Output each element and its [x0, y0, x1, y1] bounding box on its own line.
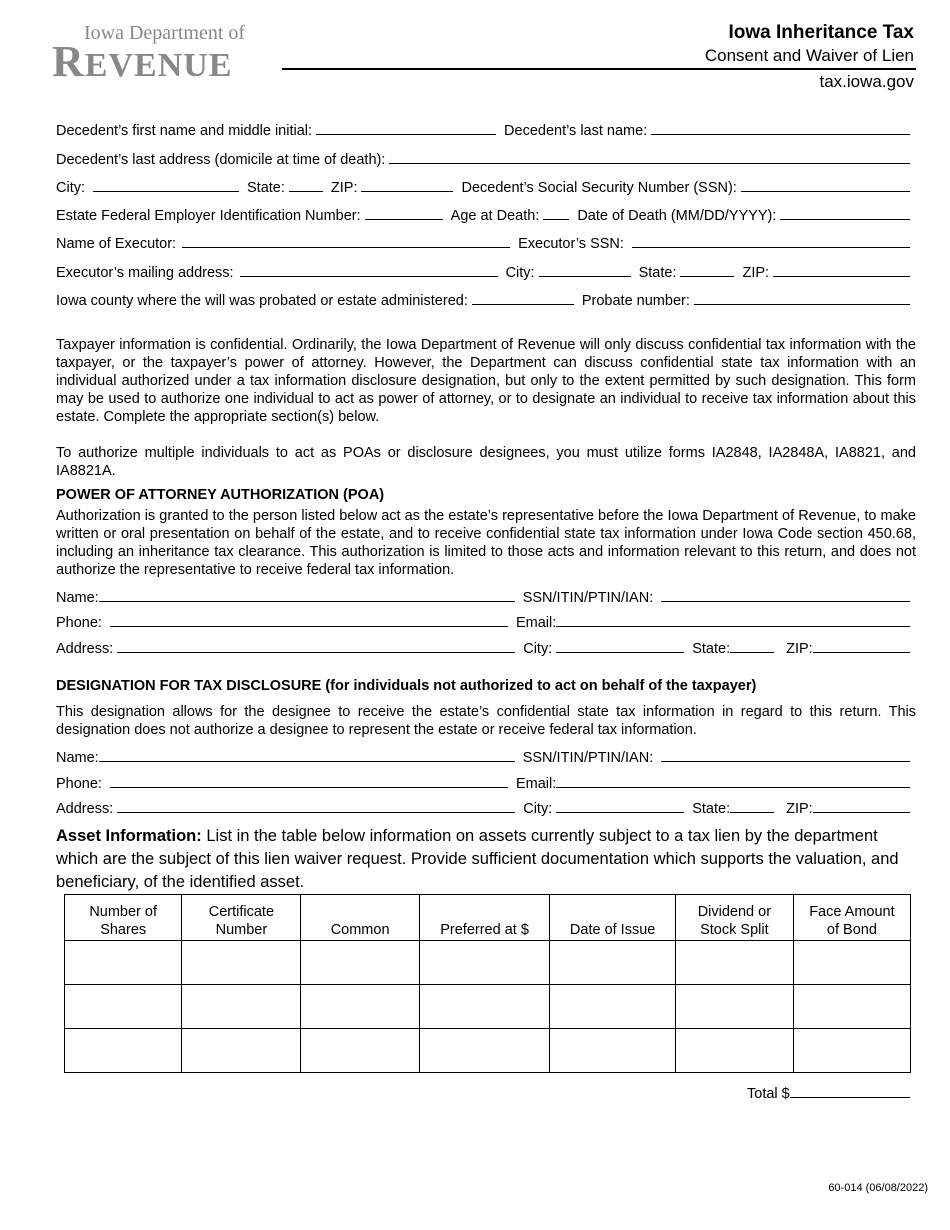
- table-cell[interactable]: [675, 985, 793, 1029]
- poa-email-label: Email:: [515, 615, 557, 631]
- disclosure-description: This designation allows for the designee to receive the estate’s confidential state tax information in regard to this return. This designation does not authorize a designee to represent the estate or receive federal tax information.: [56, 704, 916, 738]
- poa-phone-label: Phone:: [56, 615, 102, 631]
- decedent-zip-label: ZIP:: [330, 180, 358, 196]
- multiple-individuals-paragraph: To authorize multiple individuals to act as POAs or disclosure designees, you must utilize forms IA2848, IA2848A, IA8821, and IA8821A.: [56, 445, 916, 479]
- asset-table: [64, 894, 911, 1073]
- total-row: [747, 1080, 910, 1102]
- probate-number-field[interactable]: [694, 303, 910, 305]
- disclosure-state-field[interactable]: [730, 811, 774, 813]
- executor-name-label: Name of Executor:: [56, 236, 177, 252]
- table-row: [65, 985, 911, 1029]
- decedent-city-label: City:: [56, 180, 85, 196]
- age-at-death-label: Age at Death:: [450, 208, 540, 224]
- disclosure-zip-field[interactable]: [813, 811, 910, 813]
- form-number: 60-014 (06/08/2022): [828, 1182, 928, 1194]
- disclosure-email-field[interactable]: [556, 786, 910, 788]
- decedent-first-name-label: Decedent’s first name and middle initial:: [56, 123, 313, 139]
- executor-address-row: [56, 259, 910, 281]
- table-cell[interactable]: [182, 1029, 301, 1073]
- estate-fein-row: [56, 202, 910, 224]
- executor-zip-field[interactable]: [773, 275, 910, 277]
- executor-city-field[interactable]: [539, 275, 631, 277]
- executor-state-label: State:: [638, 265, 677, 281]
- column-header-line1: Certificate: [208, 904, 275, 920]
- table-cell[interactable]: [550, 1029, 675, 1073]
- table-cell[interactable]: [675, 941, 793, 985]
- asset-information-paragraph: [56, 825, 916, 894]
- executor-address-label: Executor’s mailing address:: [56, 265, 234, 281]
- poa-email-field[interactable]: [556, 625, 910, 627]
- disclosure-phone-row: [56, 770, 910, 792]
- column-certificate-number: [182, 895, 301, 941]
- column-header-line1: Number of: [89, 904, 158, 920]
- executor-address-field[interactable]: [240, 275, 498, 277]
- column-dividend-stock-split: [675, 895, 793, 941]
- column-header-line2: of Bond: [826, 922, 877, 938]
- column-header-line2: Date of Issue: [569, 922, 656, 938]
- column-date-of-issue: [550, 895, 675, 941]
- disclosure-name-row: [56, 744, 910, 766]
- decedent-address-row: [56, 146, 910, 168]
- column-preferred: [419, 895, 550, 941]
- disclosure-zip-label: ZIP:: [786, 801, 813, 817]
- table-cell[interactable]: [550, 985, 675, 1029]
- date-of-death-field[interactable]: [780, 218, 910, 220]
- decedent-city-row: [56, 174, 910, 196]
- logo-revenue-text: [52, 36, 232, 87]
- executor-zip-label: ZIP:: [742, 265, 770, 281]
- total-field[interactable]: [790, 1096, 910, 1098]
- column-header-line2: Common: [330, 922, 390, 938]
- poa-state-field[interactable]: [730, 651, 774, 653]
- disclosure-city-field[interactable]: [556, 811, 684, 813]
- executor-ssn-field[interactable]: [632, 246, 910, 248]
- table-cell[interactable]: [419, 941, 550, 985]
- decedent-ssn-field[interactable]: [741, 190, 910, 192]
- estate-fein-label: Estate Federal Employer Identification Number:: [56, 208, 361, 224]
- column-header-line2: Stock Split: [700, 922, 769, 938]
- executor-ssn-label: Executor’s SSN:: [518, 236, 624, 252]
- date-of-death-label: Date of Death (MM/DD/YYYY):: [577, 208, 777, 224]
- poa-phone-row: [56, 609, 910, 631]
- disclosure-ssn-label: SSN/ITIN/PTIN/IAN:: [522, 750, 654, 766]
- table-cell[interactable]: [419, 1029, 550, 1073]
- table-cell[interactable]: [550, 941, 675, 985]
- decedent-name-row: [56, 117, 910, 139]
- table-cell[interactable]: [419, 985, 550, 1029]
- table-row: [65, 1029, 911, 1073]
- table-cell[interactable]: [301, 941, 419, 985]
- executor-city-label: City:: [505, 265, 535, 281]
- disclosure-heading: DESIGNATION FOR TAX DISCLOSURE (for individuals not authorized to act on behalf of the taxpayer): [56, 678, 757, 694]
- column-face-amount-bond: [793, 895, 910, 941]
- form-subtitle: Consent and Waiver of Lien: [704, 46, 914, 65]
- poa-state-label: State:: [692, 641, 731, 657]
- disclosure-name-field[interactable]: [99, 760, 515, 762]
- poa-description: Authorization is granted to the person listed below act as the estate’s representative before the Iowa Department of Revenue, to make written or oral presentation on behalf of the estate, and to receive confidential state tax information under Iowa Code section 450.68, including an inheritance tax clearance. This authorization is limited to those acts and information relevant to this return, and does not authorize the representative to receive federal tax information.: [56, 508, 916, 578]
- decedent-zip-field[interactable]: [361, 190, 453, 192]
- total-label: Total $: [747, 1086, 790, 1102]
- decedent-address-label: Decedent’s last address (domicile at time of death):: [56, 152, 386, 168]
- table-cell[interactable]: [65, 1029, 182, 1073]
- poa-city-field[interactable]: [556, 651, 684, 653]
- column-header-line1: Dividend or: [697, 904, 772, 920]
- table-cell[interactable]: [793, 1029, 910, 1073]
- decedent-last-name-field[interactable]: [651, 133, 910, 135]
- logo-revenue-initial: R: [52, 37, 85, 86]
- table-cell[interactable]: [675, 1029, 793, 1073]
- column-number-of-shares: [65, 895, 182, 941]
- column-header-line2: Number: [215, 922, 268, 938]
- poa-heading: POWER OF ATTORNEY AUTHORIZATION (POA): [56, 487, 385, 503]
- county-field[interactable]: [472, 303, 574, 305]
- decedent-ssn-label: Decedent’s Social Security Number (SSN):: [461, 180, 737, 196]
- executor-name-field[interactable]: [182, 246, 510, 248]
- table-cell[interactable]: [301, 1029, 419, 1073]
- poa-address-label: Address:: [56, 641, 114, 657]
- column-header-line2: Shares: [100, 922, 147, 938]
- poa-zip-field[interactable]: [813, 651, 910, 653]
- disclosure-city-label: City:: [523, 801, 553, 817]
- asset-information-text: List in the table below information on assets currently subject to a tax lien by the department which are the subject of this lien waiver request. Provide sufficient documentation which supports the valuation, and beneficiary, of the identified asset.: [56, 827, 899, 891]
- table-cell[interactable]: [65, 941, 182, 985]
- asset-table-header-row: [65, 895, 911, 941]
- decedent-last-name-label: Decedent’s last name:: [504, 123, 648, 139]
- table-cell[interactable]: [65, 985, 182, 1029]
- decedent-state-field[interactable]: [289, 190, 323, 192]
- table-row: [65, 941, 911, 985]
- probate-number-label: Probate number:: [581, 293, 690, 309]
- disclosure-ssn-field[interactable]: [661, 760, 910, 762]
- table-cell[interactable]: [793, 985, 910, 1029]
- executor-state-field[interactable]: [680, 275, 734, 277]
- poa-name-label: Name:: [56, 590, 99, 606]
- logo-revenue-rest: EVENUE: [84, 47, 233, 84]
- column-common: [301, 895, 419, 941]
- table-cell[interactable]: [793, 941, 910, 985]
- executor-name-row: [56, 230, 910, 252]
- disclosure-address-row: [56, 795, 910, 817]
- confidentiality-paragraph: Taxpayer information is confidential. Ordinarily, the Iowa Department of Revenue will only discuss confidential tax information with the taxpayer, or the taxpayer’s power of attorney. However, the Department can discuss confidential state tax information with an individual authorized under a tax information disclosure designation, but only to the extent permitted by such designation. This form may be used to authorize one individual to act as power of attorney, or to designate an individual to receive tax information about this estate. Complete the appropriate section(s) below.: [56, 337, 916, 425]
- disclosure-address-field[interactable]: [117, 811, 515, 813]
- disclosure-phone-field[interactable]: [110, 786, 508, 788]
- county-probate-row: [56, 287, 910, 309]
- decedent-city-field[interactable]: [93, 190, 239, 192]
- county-label: Iowa county where the will was probated or estate administered:: [56, 293, 468, 309]
- column-header-line2: Preferred at $: [440, 922, 529, 938]
- poa-ssn-label: SSN/ITIN/PTIN/IAN:: [522, 590, 654, 606]
- disclosure-name-label: Name:: [56, 750, 99, 766]
- poa-name-field[interactable]: [99, 600, 515, 602]
- table-cell[interactable]: [182, 941, 301, 985]
- table-cell[interactable]: [301, 985, 419, 1029]
- disclosure-address-label: Address:: [56, 801, 114, 817]
- poa-address-row: [56, 635, 910, 657]
- poa-address-field[interactable]: [117, 651, 515, 653]
- website-text: tax.iowa.gov: [819, 72, 914, 91]
- form-title: Iowa Inheritance Tax: [728, 22, 914, 43]
- disclosure-email-label: Email:: [515, 776, 557, 792]
- decedent-state-label: State:: [247, 180, 285, 196]
- asset-information-title: Asset Information:: [56, 827, 202, 845]
- poa-zip-label: ZIP:: [786, 641, 813, 657]
- logo-department-text: Iowa Department of: [84, 22, 246, 44]
- header-divider: [282, 68, 916, 70]
- poa-phone-field[interactable]: [110, 625, 508, 627]
- decedent-address-field[interactable]: [389, 162, 910, 164]
- decedent-first-name-field[interactable]: [316, 133, 496, 135]
- column-header-line1: Face Amount: [809, 904, 895, 920]
- estate-fein-field[interactable]: [365, 218, 443, 220]
- disclosure-phone-label: Phone:: [56, 776, 102, 792]
- age-at-death-field[interactable]: [543, 218, 569, 220]
- disclosure-state-label: State:: [692, 801, 731, 817]
- table-cell[interactable]: [182, 985, 301, 1029]
- poa-ssn-field[interactable]: [661, 600, 910, 602]
- poa-name-row: [56, 584, 910, 606]
- poa-city-label: City:: [523, 641, 553, 657]
